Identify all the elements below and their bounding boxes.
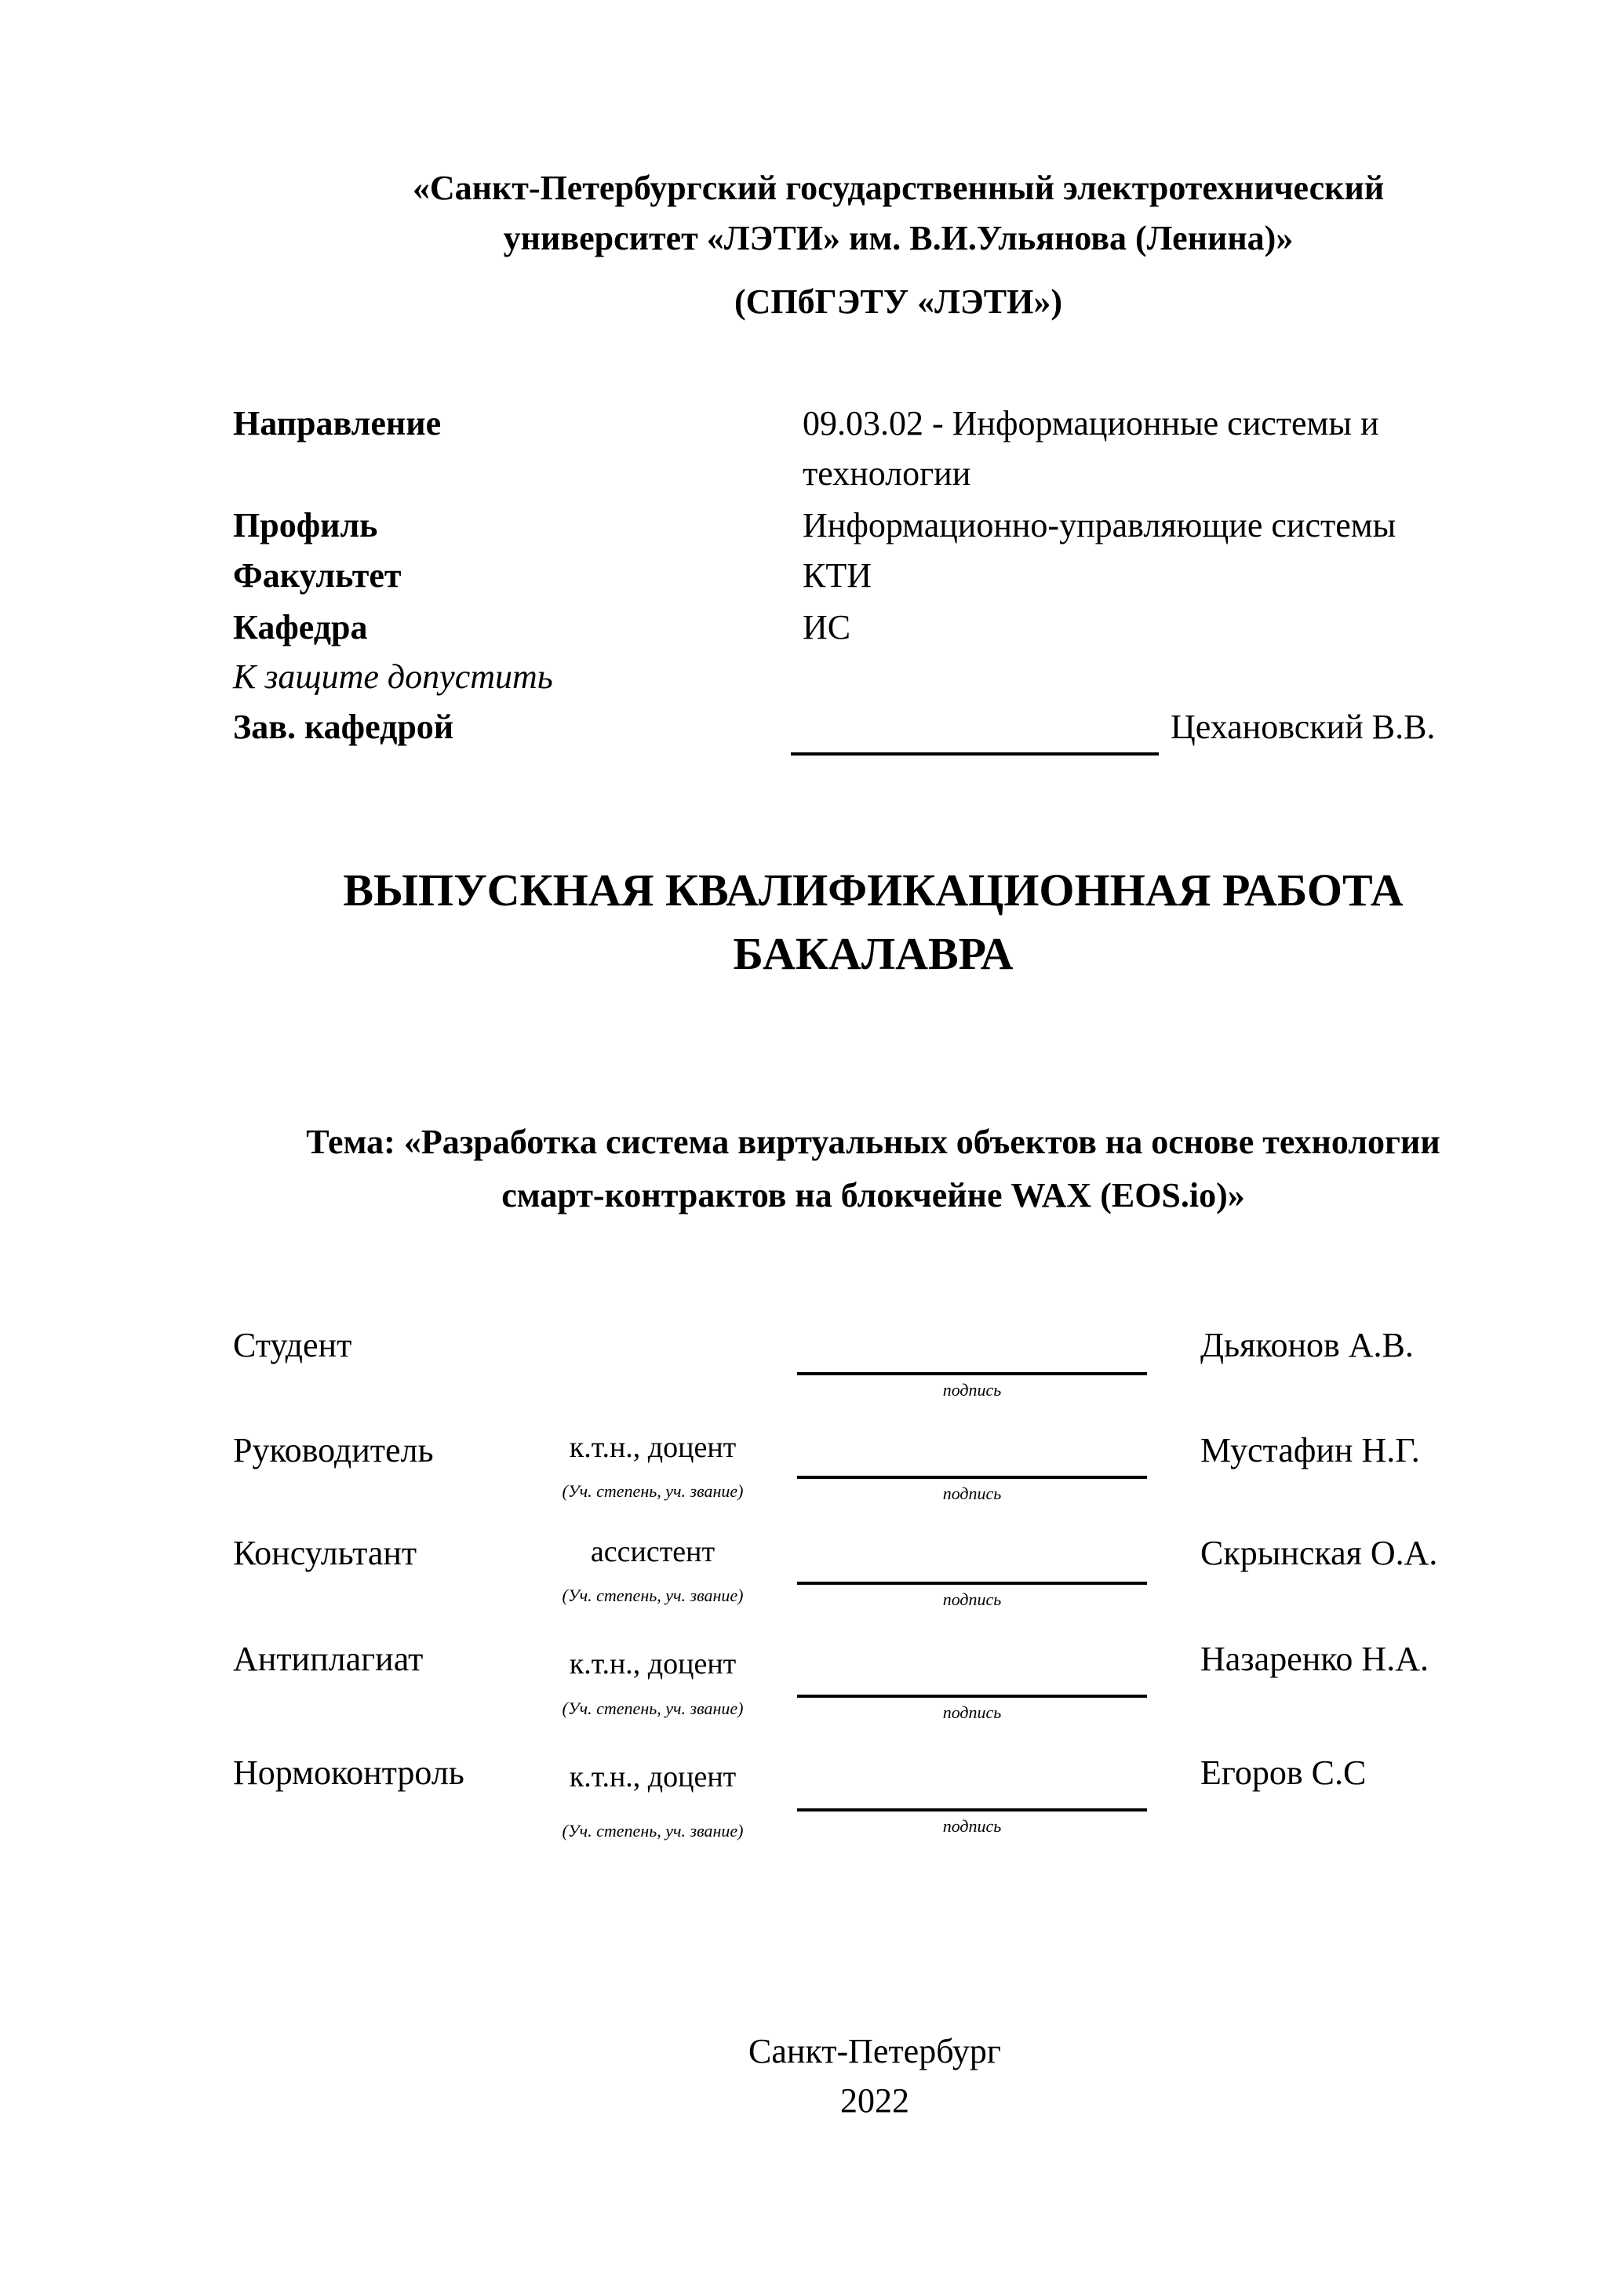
signature-line xyxy=(797,1476,1147,1479)
signature-caption: подпись xyxy=(942,1816,1002,1836)
signature-caption: подпись xyxy=(942,1484,1002,1503)
head-name: Цехановский В.В. xyxy=(1171,708,1436,746)
admit-label: К защите допустить xyxy=(233,657,553,696)
head-signature-line xyxy=(791,752,1159,756)
profile-value: Информационно-управляющие системы xyxy=(803,506,1396,544)
signature-line xyxy=(797,1582,1147,1585)
footer-city: Санкт-Петербург xyxy=(748,2032,1001,2070)
faculty-label: Факультет xyxy=(233,556,402,595)
signature-caption: подпись xyxy=(942,1380,1002,1400)
signature-caption: подпись xyxy=(942,1702,1002,1722)
signature-line xyxy=(797,1695,1147,1698)
person-name: Назаренко Н.А. xyxy=(1200,1640,1429,1678)
degree-value: ассистент xyxy=(590,1535,716,1568)
degree-caption: (Уч. степень, уч. звание) xyxy=(562,1586,744,1605)
topic-line-2: смарт-контрактов на блокчейне WAX (EOS.io)» xyxy=(501,1176,1245,1214)
topic-line-1: Тема: «Разработка система виртуальных объектов на основе технологии xyxy=(306,1123,1440,1161)
signature-caption: подпись xyxy=(942,1589,1002,1609)
degree-value: к.т.н., доцент xyxy=(569,1761,737,1793)
document-title-line-2: БАКАЛАВРА xyxy=(733,928,1014,979)
direction-value: 09.03.02 - Информационные системы и xyxy=(803,404,1379,442)
person-name: Егоров С.С xyxy=(1200,1753,1367,1792)
direction-value-cont: технологии xyxy=(803,454,971,493)
university-name-line-1: «Санкт-Петербургский государственный электротехнический xyxy=(412,169,1385,207)
role-label: Руководитель xyxy=(233,1431,434,1469)
footer-year: 2022 xyxy=(840,2081,909,2120)
degree-value: к.т.н., доцент xyxy=(569,1648,737,1680)
person-name: Мустафин Н.Г. xyxy=(1200,1431,1420,1469)
role-label: Антиплагиат xyxy=(233,1640,424,1678)
person-name: Скрынская О.А. xyxy=(1200,1534,1438,1572)
degree-value: к.т.н., доцент xyxy=(569,1431,737,1464)
department-value: ИС xyxy=(803,608,851,646)
department-label: Кафедра xyxy=(233,608,368,646)
document-title-line-1: ВЫПУСКНАЯ КВАЛИФИКАЦИОННАЯ РАБОТА xyxy=(343,865,1404,916)
head-label: Зав. кафедрой xyxy=(233,708,454,746)
signature-line xyxy=(797,1808,1147,1812)
faculty-value: КТИ xyxy=(803,556,872,595)
role-label: Консультант xyxy=(233,1534,417,1572)
direction-label: Направление xyxy=(233,404,442,442)
university-name-line-2: университет «ЛЭТИ» им. В.И.Ульянова (Ленина)» xyxy=(503,219,1294,257)
degree-caption: (Уч. степень, уч. звание) xyxy=(562,1699,744,1718)
role-label: Студент xyxy=(233,1326,352,1364)
role-label: Нормоконтроль xyxy=(233,1753,464,1792)
person-name: Дьяконов А.В. xyxy=(1200,1326,1414,1364)
degree-caption: (Уч. степень, уч. звание) xyxy=(562,1481,744,1501)
profile-label: Профиль xyxy=(233,506,378,544)
signature-line xyxy=(797,1372,1147,1375)
degree-caption: (Уч. степень, уч. звание) xyxy=(562,1821,744,1841)
university-abbreviation: (СПбГЭТУ «ЛЭТИ») xyxy=(734,282,1062,321)
